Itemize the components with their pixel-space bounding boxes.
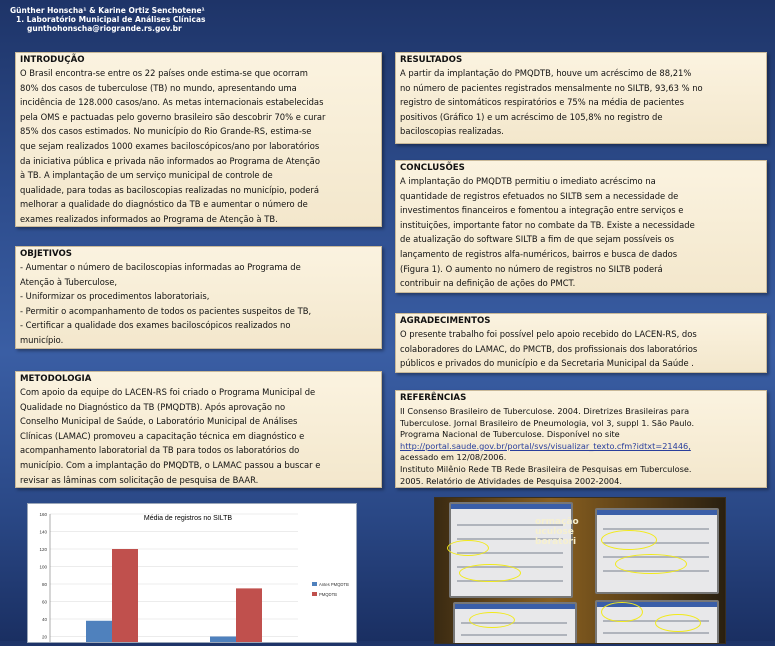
ref-line: 2005. Relatório de Atividades de Pesquisa 2002-2004. <box>400 475 622 486</box>
ref-line: Tuberculose. Jornal Brasileiro de Pneumologia, vol 3, suppl 1. São Paulo. <box>400 417 695 428</box>
referencias-title: REFERÊNCIAS <box>400 393 467 403</box>
conclusoes-line: de atualização do software SILTB a fim de que sejam possíveis os <box>400 234 674 245</box>
photo-overlay-text: ormação <box>535 517 579 527</box>
chart-title: Média de registros no SILTB <box>143 515 233 522</box>
agradecimentos-title: AGRADECIMENTOS <box>400 316 491 326</box>
intro-section <box>15 52 382 227</box>
conclusoes-line: lançamento de registros alfa-numéricos, bairros e busca de dados <box>400 248 678 259</box>
resultados-line: positivos (Gráfico 1) e um acréscimo de 105,8% no registro de <box>400 111 663 122</box>
metodologia-line: Clínicas (LAMAC) promoveu a capacitação técnica em diagnóstico e <box>20 430 305 441</box>
intro-line: qualidade, para todas as baciloscopias realizadas no município, poderá <box>20 184 320 195</box>
intro-line: melhorar a qualidade do diagnóstico da TB e aumentar o número de <box>20 199 308 210</box>
metodologia-line: revisar as lâminas com solicitação de pesquisa de BAAR. <box>20 474 259 485</box>
intro-line: que sejam realizados 1000 exames baciloscópicos/ano por laboratórios <box>20 140 320 151</box>
ref-line: Instituto Milênio Rede TB Rede Brasileira de Pesquisas em Tuberculose. <box>400 463 692 474</box>
objetivos-title: OBJETIVOS <box>20 249 72 259</box>
highlight-oval <box>601 530 657 550</box>
intro-title: INTRODUÇÃO <box>20 55 85 65</box>
ref-line: acessado em 12/08/2006. <box>400 452 507 463</box>
resultados-section <box>395 52 767 144</box>
metodologia-title: METODOLOGIA <box>20 374 92 384</box>
ref-line: II Consenso Brasileiro de Tuberculose. 2004. Diretrizes Brasileiras para <box>400 406 690 416</box>
conclusoes-line: instituições, importante fator no combate da TB. Existe a necessidade <box>400 219 695 230</box>
objetivos-line: - Aumentar o número de baciloscopias informadas ao Programa de <box>20 262 301 272</box>
y-tick-label: 100 <box>39 564 47 570</box>
bar-antes-pmqdtb <box>210 637 236 643</box>
conclusoes-line: quantidade de registros efetuados no SILTB sem a necessidade de <box>400 190 679 201</box>
highlight-oval <box>601 602 643 622</box>
legend-label: PMQDTB <box>319 592 337 597</box>
resultados-line: A partir da implantação do PMQDTB, houve um acréscimo de 88,21% <box>400 68 692 78</box>
intro-line: 80% dos casos de tuberculose (TB) no mundo, apresentando uma <box>20 82 297 93</box>
objetivos-section <box>15 246 382 349</box>
monitor-screen <box>595 508 719 594</box>
metodologia-line: Conselho Municipal de Saúde, o Laboratório Municipal de Análises <box>20 416 298 427</box>
y-tick-label: 160 <box>39 512 47 517</box>
legend-label: Antes PMQDTB <box>319 582 349 587</box>
objetivos-line: - Uniformizar os procedimentos laboratoriais, <box>20 291 210 302</box>
software-photo <box>434 497 726 644</box>
objetivos-line: - Certificar a qualidade dos exames baciloscópicos realizados no <box>20 320 291 331</box>
y-tick-label: 40 <box>41 617 47 622</box>
y-tick-label: 140 <box>39 529 47 535</box>
y-tick-label: 120 <box>39 547 47 552</box>
affiliation: 1. Laboratório Municipal de Análises Clínicas <box>16 15 206 24</box>
poster-header <box>10 6 410 33</box>
highlight-oval <box>447 540 489 556</box>
conclusoes-line: A implantação do PMQDTB permitiu o imediato acréscimo na <box>400 176 656 186</box>
y-tick-label: 20 <box>41 634 47 640</box>
bar-antes-pmqdtb <box>86 621 112 642</box>
intro-line: incidência de 128.000 casos/ano. As metas internacionais estabelecidas <box>20 97 324 108</box>
agradecimentos-section <box>395 313 767 373</box>
bar-pmqdtb <box>236 588 262 642</box>
intro-line: exames realizados informados ao Programa de Atenção à TB. <box>20 213 278 224</box>
highlight-oval <box>655 614 701 632</box>
conclusoes-section <box>395 160 767 293</box>
highlight-oval <box>615 554 687 574</box>
y-tick-label: 80 <box>41 582 47 587</box>
objetivos-line: Atenção à Tuberculose, <box>20 276 118 287</box>
y-tick-label: 60 <box>41 599 47 605</box>
registros-chart <box>27 503 357 643</box>
ref-link[interactable]: http://portal.saude.gov.br/portal/svs/visualizar_texto.cfm?idtxt=21446, <box>400 440 691 451</box>
metodologia-line: Qualidade no Diagnóstico da TB (PMQDTB). Após aprovação no <box>20 401 286 412</box>
bar-pmqdtb <box>112 549 138 642</box>
referencias-section <box>395 390 767 488</box>
intro-line: O Brasil encontra-se entre os 22 países onde estima-se que ocorram <box>20 68 308 78</box>
agradecimentos-line: públicos e privados do município e da Secretaria Municipal da Saúde . <box>400 358 694 369</box>
conclusoes-line: contribuir na definição de ações do PMCT. <box>400 278 576 289</box>
intro-line: pela OMS e pactuadas pelo governo brasileiro são descobrir 70% e curar <box>20 111 326 122</box>
legend-swatch <box>312 582 317 586</box>
resultados-line: registro de sintomáticos respiratórios e 75% na média de pacientes <box>400 97 684 108</box>
email: gunthohonscha@riogrande.rs.gov.br <box>27 24 182 33</box>
highlight-oval <box>469 612 515 628</box>
photo-overlay-text: uculose <box>535 527 574 537</box>
highlight-oval <box>459 564 521 582</box>
legend-swatch <box>312 592 317 596</box>
ref-line: Programa Nacional de Tuberculose. Disponível no site <box>400 429 620 440</box>
intro-line: da iniciativa pública e privada não informados ao Programa de Atenção <box>20 155 320 166</box>
objetivos-line: - Permitir o acompanhamento de todos os pacientes suspeitos de TB, <box>20 305 312 316</box>
chart-svg <box>28 504 356 642</box>
metodologia-line: acompanhamento laboratorial da TB para todos os laboratórios do <box>20 445 300 456</box>
intro-line: 85% dos casos estimados. No município do Rio Grande-RS, estima-se <box>20 126 312 137</box>
photo-overlay-text: boratori <box>535 537 577 547</box>
resultados-line: no número de pacientes registrados mensalmente no SILTB, 93,63 % no <box>400 82 703 93</box>
conclusoes-line: (Figura 1). O aumento no número de registros no SILTB poderá <box>400 263 663 274</box>
resultados-title: RESULTADOS <box>400 55 463 65</box>
agradecimentos-line: colaboradores do LAMAC, do PMCTB, dos profissionais dos laboratórios <box>400 343 698 354</box>
objetivos-line: município. <box>20 334 64 345</box>
metodologia-section <box>15 371 382 488</box>
resultados-line: baciloscopias realizadas. <box>400 126 504 137</box>
conclusoes-line: investimentos financeiros e fomentou a integração entre serviços e <box>400 205 684 216</box>
authors: Günther Honscha¹ & Karine Ortiz Senchotene¹ <box>10 6 205 15</box>
agradecimentos-line: O presente trabalho foi possível pelo apoio recebido do LACEN-RS, dos <box>400 329 697 339</box>
metodologia-line: Com apoio da equipe do LACEN-RS foi criado o Programa Municipal de <box>20 387 316 397</box>
intro-line: à TB. A implantação de um serviço municipal de controle de <box>20 170 273 181</box>
conclusoes-title: CONCLUSÕES <box>400 163 465 173</box>
metodologia-line: município. Com a implantação do PMQDTB, o LAMAC passou a buscar e <box>20 459 321 470</box>
